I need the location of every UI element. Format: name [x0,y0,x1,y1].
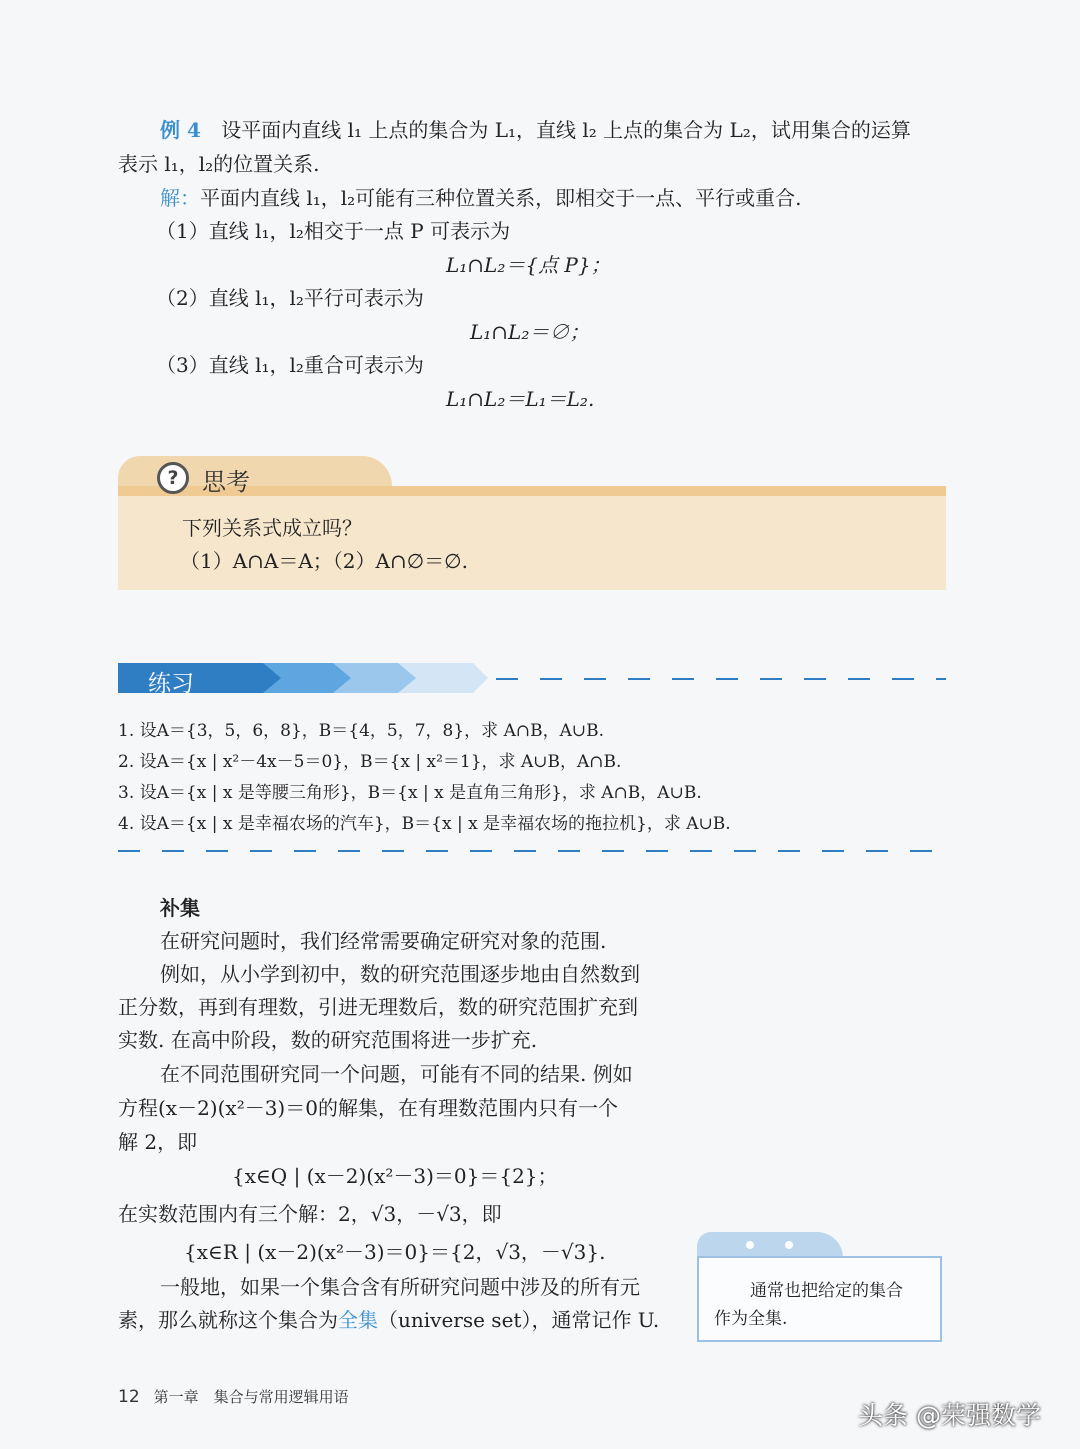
note-dot [785,1241,793,1249]
case-1: （1）直线 l₁，l₂相交于一点 P 可表示为 [156,219,511,243]
exercise-bottom-divider [118,850,946,852]
example-label: 例 4 [160,118,201,142]
formula-real: {x∈R | (x－2)(x²－3)＝0}＝{2，√3，－√3}. [184,1240,606,1264]
think-question: 下列关系式成立吗？ [182,516,362,540]
paragraph-2-line-2: 正分数，再到有理数，引进无理数后，数的研究范围扩充到 [118,995,638,1019]
question-icon: ? [157,462,189,494]
exercise-item-4: 4. 设A＝{x | x 是幸福农场的汽车}，B＝{x | x 是幸福农场的拖拉机}，求 A∪B. [118,814,731,834]
formula-1: L₁∩L₂＝{点 P}； [446,253,611,277]
paragraph-1: 在研究问题时，我们经常需要确定研究对象的范围. [160,929,607,953]
paragraph-3-line-1: 在不同范围研究同一个问题，可能有不同的结果. 例如 [160,1062,633,1086]
formula-rational: {x∈Q | (x－2)(x²－3)＝0}＝{2}； [232,1164,558,1188]
paragraph-3-line-3: 解 2，即 [118,1130,198,1154]
paragraph-5-line-2 [118,1308,659,1332]
note-dot [746,1241,754,1249]
exercise-label: 练习 [148,671,194,697]
think-title: 思考 [202,468,250,496]
section-heading: 补集 [160,896,200,920]
chapter-title: 第一章 集合与常用逻辑用语 [153,1388,349,1406]
paragraph-4: 在实数范围内有三个解：2，√3，－√3，即 [118,1202,502,1226]
example-4-line-2: 表示 l₁，l₂的位置关系. [118,152,320,176]
paragraph-3-line-2: 方程(x－2)(x²－3)＝0的解集，在有理数范围内只有一个 [118,1096,618,1120]
think-items: （1）A∩A＝A；（2）A∩∅＝∅. [180,549,468,573]
exercise-item-3: 3. 设A＝{x | x 是等腰三角形}，B＝{x | x 是直角三角形}，求 A∩B，A∪B. [118,783,702,803]
watermark: 头条 @荣强数学 [858,1401,1041,1430]
case-2: （2）直线 l₁，l₂平行可表示为 [156,286,424,310]
case-3: （3）直线 l₁，l₂重合可表示为 [156,353,424,377]
solution-label: 解： [160,186,200,210]
exercise-item-1: 1. 设A＝{3，5，6，8}，B＝{4，5，7，8}，求 A∩B，A∪B. [118,721,605,741]
solution-text: 平面内直线 l₁，l₂可能有三种位置关系，即相交于一点、平行或重合. [200,186,802,210]
example-text: 设平面内直线 l₁ 上点的集合为 L₁，直线 l₂ 上点的集合为 L₂，试用集合的运算 [221,118,911,142]
exercise-top-divider [496,678,946,680]
note-line-2: 作为全集. [714,1309,788,1329]
formula-3: L₁∩L₂＝L₁＝L₂. [446,387,595,411]
paragraph-5-text-b: （universe set），通常记作 U. [378,1308,660,1332]
page-footer [118,1386,349,1407]
paragraph-2-line-3: 实数. 在高中阶段，数的研究范围将进一步扩充. [118,1028,538,1052]
formula-2: L₁∩L₂＝∅； [470,320,590,344]
paragraph-2-line-1: 例如，从小学到初中，数的研究范围逐步地由自然数到 [160,962,640,986]
paragraph-5-text-a: 素，那么就称这个集合为 [118,1308,338,1332]
note-line-1: 通常也把给定的集合 [750,1281,903,1301]
example-4-line-1 [160,118,911,142]
paragraph-5-line-1: 一般地，如果一个集合含有所研究问题中涉及的所有元 [160,1275,640,1299]
think-box [118,496,946,590]
exercise-item-2: 2. 设A＝{x | x²－4x－5＝0}，B＝{x | x²＝1}，求 A∪B，A∩B. [118,752,622,772]
page-number: 12 [118,1387,140,1407]
term-universe-set: 全集 [338,1308,378,1332]
solution-line [160,186,802,210]
